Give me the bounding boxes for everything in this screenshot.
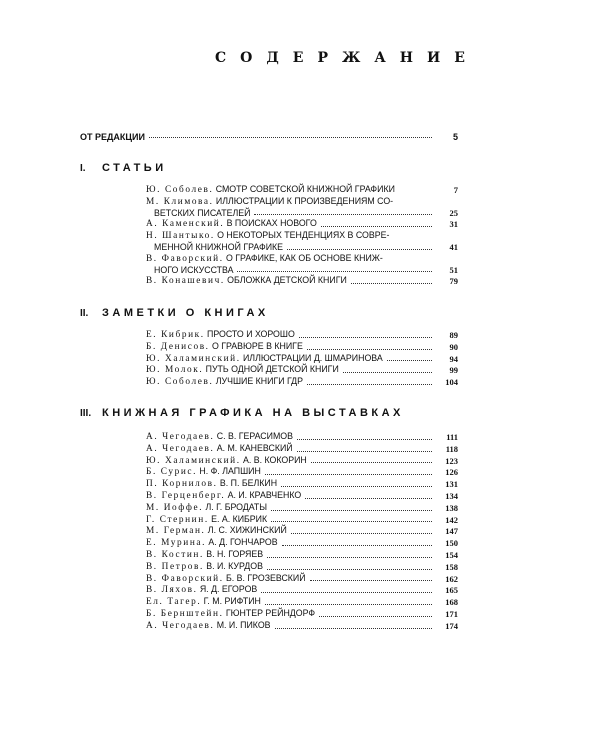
entry-title-continued: МЕННОЙ КНИЖНОЙ ГРАФИКЕ [154,241,284,252]
toc-entry[interactable] [146,596,458,608]
page-number: 79 [449,276,458,287]
entry-author: А. Каменский. [146,219,225,230]
page-number: 142 [445,514,458,525]
dot-leader [291,533,432,534]
page-number: 147 [445,526,458,537]
toc-entry[interactable] [146,549,458,561]
entry-author: Н. Шантыко. [146,231,215,242]
toc-entry[interactable] [146,466,458,478]
entry-author: Ю. Халаминский. [146,353,241,364]
page-number: 138 [445,502,458,513]
entry-title: СМОТР СОВЕТСКОЙ КНИЖНОЙ ГРАФИКИ [215,184,395,194]
entry-title: ИЛЛЮСТРАЦИИ Д. ШМАРИНОВА [242,352,383,363]
entry-author: В. Костин. [146,549,204,560]
entry-title: С. В. ГЕРАСИМОВ [216,431,294,441]
entry-author: Ел. Тагер. [146,597,202,608]
entry-title: В. Н. ГОРЯЕВ [206,548,264,559]
entry-title: Б. В. ГРОЗЕВСКИЙ [226,572,306,583]
dot-leader [282,545,432,546]
entry-author: Е. Кибрик. [146,330,205,340]
section-heading-2 [80,307,269,319]
toc-entry[interactable] [146,230,458,253]
toc-entry[interactable] [146,573,458,585]
page-number: 94 [449,353,458,364]
dot-leader [275,628,432,629]
dot-leader [299,337,432,338]
dot-leader [297,439,432,440]
section-heading-3 [80,407,404,419]
page-number: 126 [445,467,458,478]
toc-entry[interactable] [146,584,458,596]
entry-author: В. Ляхов. [146,585,198,596]
entry-author: Б. Сурис. [146,467,198,478]
dot-leader [321,226,432,227]
dot-leader [267,557,432,558]
dot-leader [265,474,432,475]
dot-leader [261,592,432,593]
entry-title: А. В. КОКОРИН [242,454,307,465]
entry-author: В. Фаворский. [146,573,224,584]
entry-title-continued: ВЕТСКИХ ПИСАТЕЛЕЙ [154,207,251,218]
toc-entry[interactable] [146,353,458,365]
page-number: 162 [445,573,458,584]
page-number: 154 [445,549,458,560]
entry-author: Г. Стернин. [146,514,209,525]
toc-entry[interactable] [146,620,458,632]
toc-entry[interactable] [146,184,458,196]
toc-entry[interactable] [146,341,458,353]
entry-author: В. Фаворский. [146,253,224,264]
dot-leader [297,451,432,452]
section-number: III. [80,408,92,419]
page-number: 25 [449,207,458,218]
entry-title: А. Д. ГОНЧАРОВ [208,537,278,548]
page-number: 104 [445,377,458,388]
page-number: 31 [449,219,458,230]
entry-author: Ю. Халаминский. [146,455,241,466]
entry-title: О ГРАФИКЕ, КАК ОБ ОСНОВЕ КНИЖ- [226,252,383,263]
toc-entry[interactable] [146,455,458,467]
entry-title: М. И. ПИКОВ [216,619,271,630]
entry-title: Л. С. ХИЖИНСКИЙ [207,525,287,536]
dot-leader [267,569,432,570]
page-number: 51 [449,264,458,275]
dot-leader [237,271,432,272]
toc-entry[interactable] [146,478,458,490]
dot-leader [265,604,432,605]
page-number: 111 [446,432,458,442]
page-title: СОДЕРЖАНИЕ [215,50,479,66]
entry-author: А. Чегодаев. [146,620,215,631]
entry-author: В. Петров. [146,561,204,572]
toc-entry-editorial[interactable] [80,132,458,142]
page-number: 168 [445,597,458,608]
entry-title: ПУТЬ ОДНОЙ ДЕТСКОЙ КНИГИ [205,364,339,375]
page-number: 158 [445,561,458,572]
entry-title: Н. Ф. ЛАПШИН [199,466,261,477]
editorial-label: ОТ РЕДАКЦИИ [80,132,145,142]
dot-leader [281,486,432,487]
page-number: 131 [445,479,458,490]
page-number: 171 [445,608,458,619]
dot-leader [311,462,432,463]
toc-entry[interactable] [146,525,458,537]
toc-entry[interactable] [146,608,458,620]
entry-title: В. И. КУРДОВ [206,560,263,571]
toc-entry[interactable] [146,514,458,526]
section-1-entries [146,184,458,287]
entry-author: А. Чегодаев. [146,443,215,454]
section-title: КНИЖНАЯ ГРАФИКА НА ВЫСТАВКАХ [102,407,404,419]
entry-title: В. П. БЕЛКИН [219,478,278,489]
dot-leader [271,521,432,522]
page-number: 90 [449,341,458,352]
dot-leader [254,214,432,215]
toc-entry[interactable] [146,364,458,376]
entry-author: М. Иоффе. [146,502,204,513]
section-title: СТАТЬИ [102,162,167,174]
toc-entry[interactable] [146,537,458,549]
toc-entry[interactable] [146,443,458,455]
entry-title: А. И. КРАВЧЕНКО [227,489,302,500]
dot-leader [305,498,432,499]
section-2-entries [146,329,458,388]
entry-title: ПРОСТО И ХОРОШО [207,329,295,339]
dot-leader [287,249,432,250]
toc-entry[interactable] [146,196,458,219]
dot-leader [271,510,432,511]
entry-author: В. Герценберг. [146,490,226,501]
section-number: I. [80,163,86,174]
entry-title: Е. А. КИБРИК [211,513,268,524]
entry-author: М. Климова. [146,196,214,207]
toc-entry[interactable] [146,490,458,502]
entry-title: Г. М. РИФТИН [203,596,261,607]
dot-leader [307,384,432,385]
entry-title: ИЛЛЮСТРАЦИИ К ПРОИЗВЕДЕНИЯМ СО- [215,195,394,206]
entry-title: Я. Д. ЕГОРОВ [199,584,258,595]
dot-leader [319,616,432,617]
toc-entry[interactable] [146,329,458,341]
entry-title: О НЕКОТОРЫХ ТЕНДЕНЦИЯХ В СОВРЕ- [217,230,390,241]
entry-title: В ПОИСКАХ НОВОГО [226,218,317,229]
section-title: ЗАМЕТКИ О КНИГАХ [102,307,269,319]
toc-entry[interactable] [146,275,458,287]
entry-author: Б. Денисов. [146,341,210,352]
entry-title: А. М. КАНЕВСКИЙ [216,442,293,453]
dot-leader [387,360,432,361]
dot-leader [310,580,432,581]
entry-author: А. Чегодаев. [146,432,215,442]
page-number: 99 [449,365,458,376]
page-number: 165 [445,585,458,596]
page-number: 123 [445,455,458,466]
dot-leader [343,372,432,373]
page-number: 118 [445,443,458,454]
section-number: II. [80,308,89,319]
page-number: 89 [449,330,458,340]
dot-leader [149,137,432,138]
entry-title: ГЮНТЕР РЕЙНДОРФ [225,607,316,618]
dot-leader [351,283,432,284]
toc-entry[interactable] [146,502,458,514]
dot-leader [307,349,432,350]
entry-author: Ю. Молок. [146,365,204,376]
entry-author: Е. Мурина. [146,538,207,549]
toc-entry[interactable] [146,376,458,388]
entry-title: О ГРАВЮРЕ В КНИГЕ [211,340,303,351]
section-heading-1 [80,162,167,174]
page-number: 150 [445,538,458,549]
entry-title: ЛУЧШИЕ КНИГИ ГДР [215,376,303,387]
section-3-entries [146,431,458,632]
entry-author: Б. Бернштейн. [146,608,224,619]
entry-title-continued: НОГО ИСКУССТВА [154,264,234,275]
entry-author: Ю. Соболев. [146,185,214,195]
toc-entry[interactable] [146,561,458,573]
page-number: 134 [445,490,458,501]
entry-author: П. Корнилов. [146,479,218,490]
page-number: 7 [453,185,458,195]
page-number: 174 [445,620,458,631]
toc-entry[interactable] [146,218,458,230]
entry-author: М. Герман. [146,526,206,537]
entry-author: Ю. Соболев. [146,377,214,388]
page-number: 41 [449,241,458,252]
toc-entry[interactable] [146,431,458,443]
page-number: 5 [452,132,458,142]
entry-title: Л. Г. БРОДАТЫ [205,501,268,512]
toc-entry[interactable] [146,253,458,276]
entry-author: В. Конашевич. [146,276,225,287]
entry-title: ОБЛОЖКА ДЕТСКОЙ КНИГИ [227,275,347,286]
